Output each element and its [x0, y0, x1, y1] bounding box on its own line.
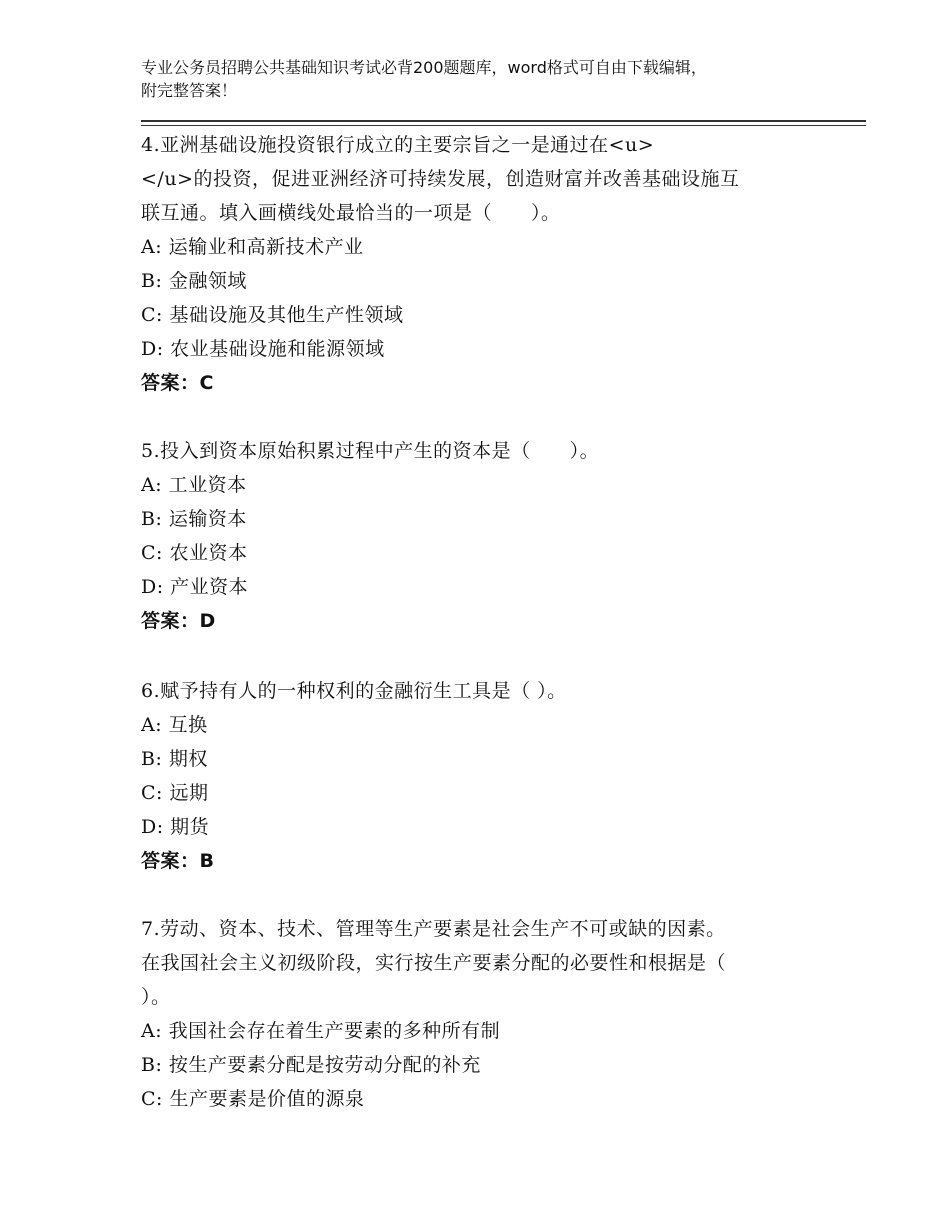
question-7	[141, 912, 801, 1116]
option-c: C: 生产要素是价值的源泉	[141, 1088, 365, 1110]
option-b: B: 按生产要素分配是按劳动分配的补充	[141, 1054, 481, 1076]
option-d: D: 产业资本	[141, 576, 249, 598]
option-b: B: 金融领域	[141, 270, 247, 292]
option-c: C: 基础设施及其他生产性领域	[141, 304, 404, 326]
answer-label: 答案：C	[141, 372, 214, 394]
question-stem-line: 在我国社会主义初级阶段，实行按生产要素分配的必要性和根据是（	[141, 952, 727, 974]
question-stem-line: </u>的投资，促进亚洲经济可持续发展，创造财富并改善基础设施互	[141, 168, 740, 190]
question-stem-line: 4.亚洲基础设施投资银行成立的主要宗旨之一是通过在<u>	[141, 134, 655, 156]
header-line-2: 附完整答案！	[141, 81, 238, 100]
answer-label: 答案：B	[141, 850, 215, 872]
question-4	[141, 128, 801, 400]
document-header	[141, 56, 831, 102]
option-c: C: 远期	[141, 782, 209, 804]
option-a: A: 运输业和高新技术产业	[141, 236, 364, 258]
header-rule-thick	[141, 120, 866, 122]
option-d: D: 期货	[141, 816, 210, 838]
question-5	[141, 434, 801, 638]
option-a: A: 我国社会存在着生产要素的多种所有制	[141, 1020, 501, 1042]
question-stem-line: 7.劳动、资本、技术、管理等生产要素是社会生产不可或缺的因素。	[141, 918, 726, 940]
header-line-1: 专业公务员招聘公共基础知识考试必背200题题库，word格式可自由下载编辑，	[141, 58, 707, 77]
question-stem-line: 联互通。填入画横线处最恰当的一项是（ ）。	[141, 202, 561, 224]
question-stem-line: 6.赋予持有人的一种权利的金融衍生工具是（ ）。	[141, 680, 567, 702]
question-stem-line: 5.投入到资本原始积累过程中产生的资本是（ ）。	[141, 440, 600, 462]
option-c: C: 农业资本	[141, 542, 248, 564]
option-b: B: 运输资本	[141, 508, 247, 530]
answer-label: 答案：D	[141, 610, 216, 632]
question-6	[141, 674, 801, 878]
question-stem-line: ）。	[141, 986, 171, 1008]
header-rule-thin	[141, 125, 866, 126]
option-b: B: 期权	[141, 748, 208, 770]
option-a: A: 互换	[141, 714, 208, 736]
option-d: D: 农业基础设施和能源领域	[141, 338, 385, 360]
option-a: A: 工业资本	[141, 474, 247, 496]
